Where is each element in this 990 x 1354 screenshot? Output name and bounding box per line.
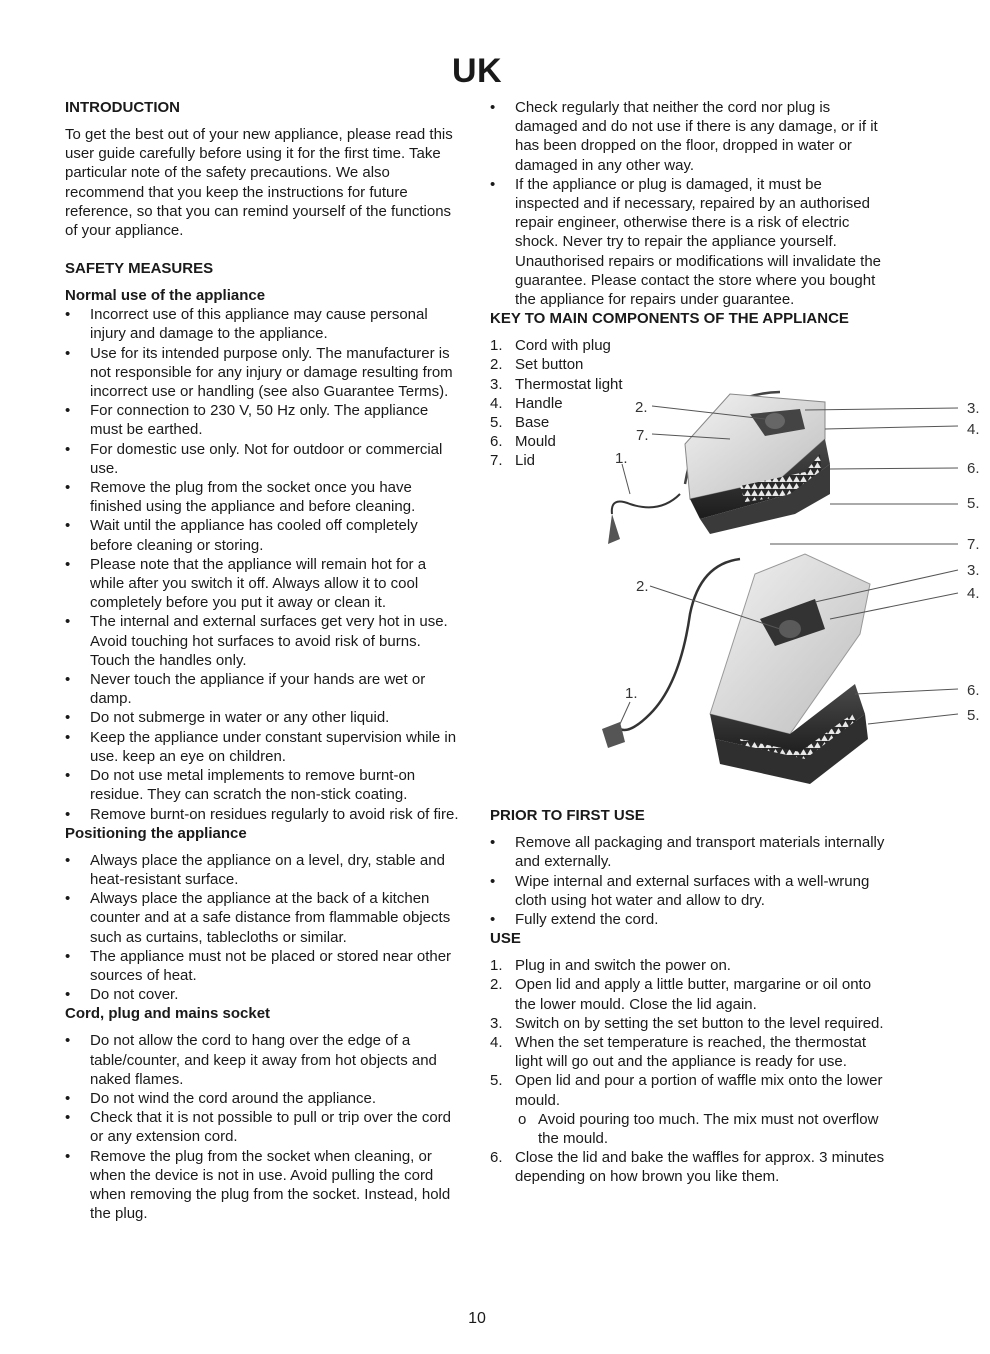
prior-heading: PRIOR TO FIRST USE (490, 807, 645, 825)
list-item: 3. Thermostat light (490, 375, 623, 393)
list-item: • Incorrect use of this appliance may cause personal injury and damage to the appliance. (65, 305, 463, 343)
callout-6: 6. (967, 682, 980, 700)
callout-5: 5. (967, 495, 980, 513)
list-item: o Avoid pouring too much. The mix must not overflow the mould. (515, 1110, 890, 1148)
right-column (490, 98, 980, 1187)
list-item: • Check regularly that neither the cord nor plug is damaged and do not use if there is any damage, or if it has been dropped on the floor, dropped in water or damaged in any other way. (490, 98, 890, 175)
callout-1: 1. (615, 450, 628, 468)
positioning-list (65, 851, 463, 1005)
list-item: • Wipe internal and external surfaces with a well-wrung cloth using hot water and allow to dry. (490, 872, 890, 910)
prior-list (490, 833, 890, 929)
list-item: 4. Handle (490, 394, 563, 412)
list-item: 4. When the set temperature is reached, the thermostat light will go out and the appliance is ready for use. (490, 1034, 867, 1071)
normal-use-heading: Normal use of the appliance (65, 287, 266, 305)
introduction-heading: INTRODUCTION (65, 99, 180, 116)
key-section (490, 336, 980, 806)
list-item: • For connection to 230 V, 50 Hz only. The appliance must be earthed. (65, 401, 463, 439)
callout-2: 2. (636, 578, 649, 596)
callout-4: 4. (967, 421, 980, 439)
callout-5: 5. (967, 707, 980, 725)
callout-4: 4. (967, 585, 980, 603)
list-item: • For domestic use only. Not for outdoor or commercial use. (65, 440, 463, 478)
list-item: • Check that it is not possible to pull or trip over the cord or any extension cord. (65, 1108, 463, 1146)
introduction-text: To get the best out of your new appliance, please read this user guide carefully before using it for the first time. Take particular note of the safety precautions. We also recommend that you keep the instructions for future reference, so that you can remind yourself of the functions of your appliance. (65, 126, 453, 240)
list-item: • Do not submerge in water or any other liquid. (65, 708, 463, 727)
list-item: • Always place the appliance at the back of a kitchen counter and at a safe distance from flammable objects such as curtains, tablecloths or similar. (65, 889, 463, 947)
left-column (65, 98, 463, 1223)
list-item: 1. Plug in and switch the power on. (490, 957, 731, 975)
list-item: • Do not allow the cord to hang over the edge of a table/counter, and keep it away from hot objects and naked flames. (65, 1031, 463, 1089)
list-item: • Do not use metal implements to remove burnt-on residue. They can scratch the non-stick coating. (65, 766, 463, 804)
use-sub-list (515, 1110, 890, 1148)
list-item: • Wait until the appliance has cooled off completely before cleaning or storing. (65, 516, 463, 554)
list-item: • The appliance must not be placed or stored near other sources of heat. (65, 947, 463, 985)
list-item: • Keep the appliance under constant supervision while in use. keep an eye on children. (65, 728, 463, 766)
list-item: • Remove all packaging and transport materials internally and externally. (490, 833, 890, 871)
list-item: • Fully extend the cord. (490, 910, 890, 929)
list-item: • Remove burnt-on residues regularly to avoid risk of fire. (65, 805, 463, 824)
list-item: 5. Open lid and pour a portion of waffle mix onto the lower mould. o Avoid pouring too much. The mix must not overflow the mould. (490, 1071, 890, 1148)
page-number: 10 (468, 1310, 486, 1327)
list-item: • Do not wind the cord around the appliance. (65, 1089, 463, 1108)
list-item: • Do not cover. (65, 985, 463, 1004)
cord-list-continued (490, 98, 890, 309)
normal-use-list (65, 305, 463, 823)
list-item: • Please note that the appliance will remain hot for a while after you switch it off. Always allow it to cool completely before you put it away or clean it. (65, 555, 463, 613)
list-item: • The internal and external surfaces get very hot in use. Avoid touching hot surfaces to avoid risk of burns. Touch the handles only. (65, 612, 463, 670)
callout-6: 6. (967, 460, 980, 478)
list-item: • If the appliance or plug is damaged, it must be inspected and if necessary, repaired by an authorised repair engineer, otherwise there is a risk of electric shock. Never try to repair the appliance yourself. Unauthorised repairs or modifications will invalidate the guarantee. Please contact the store where you bought the appliance for repairs under guarantee. (490, 175, 890, 309)
key-heading: KEY TO MAIN COMPONENTS OF THE APPLIANCE (490, 310, 849, 328)
list-item: • Always place the appliance on a level, dry, stable and heat-resistant surface. (65, 851, 463, 889)
list-item: 3. Switch on by setting the set button to the level required. (490, 1014, 884, 1032)
use-heading: USE (490, 930, 521, 948)
callout-3: 3. (967, 562, 980, 580)
list-item: • Remove the plug from the socket once you have finished using the appliance and before cleaning. (65, 478, 463, 516)
safety-heading: SAFETY MEASURES (65, 260, 214, 278)
callout-7: 7. (967, 536, 980, 554)
list-item: 2. Set button (490, 356, 584, 374)
cord-list (65, 1031, 463, 1223)
list-item: • Remove the plug from the socket when cleaning, or when the device is not in use. Avoid pulling the cord when removing the plug from the socket. Instead, hold the plug. (65, 1147, 463, 1224)
list-item: 7. Lid (490, 452, 536, 470)
callout-2: 2. (635, 399, 648, 417)
callout-3: 3. (967, 400, 980, 418)
callout-1: 1. (625, 685, 638, 703)
list-item: • Use for its intended purpose only. The manufacturer is not responsible for any injury or damage resulting from incorrect use or handling (see also Guarantee Terms). (65, 344, 463, 402)
page-title: UK (451, 52, 503, 90)
list-item: 5. Base (490, 414, 550, 432)
list-item: 2. Open lid and apply a little butter, margarine or oil onto the lower mould. Close the lid again. (490, 976, 872, 1013)
positioning-heading: Positioning the appliance (65, 824, 247, 842)
list-item: 6. Mould (490, 433, 556, 451)
list-item: 6. Close the lid and bake the waffles for approx. 3 minutes depending on how brown you like them. (490, 1149, 885, 1186)
appliance-illustration (590, 384, 990, 804)
callout-7: 7. (636, 427, 649, 445)
list-item: 1. Cord with plug (490, 337, 611, 355)
cord-heading: Cord, plug and mains socket (65, 1005, 271, 1023)
use-list (490, 956, 890, 1186)
list-item: • Never touch the appliance if your hands are wet or damp. (65, 670, 463, 708)
